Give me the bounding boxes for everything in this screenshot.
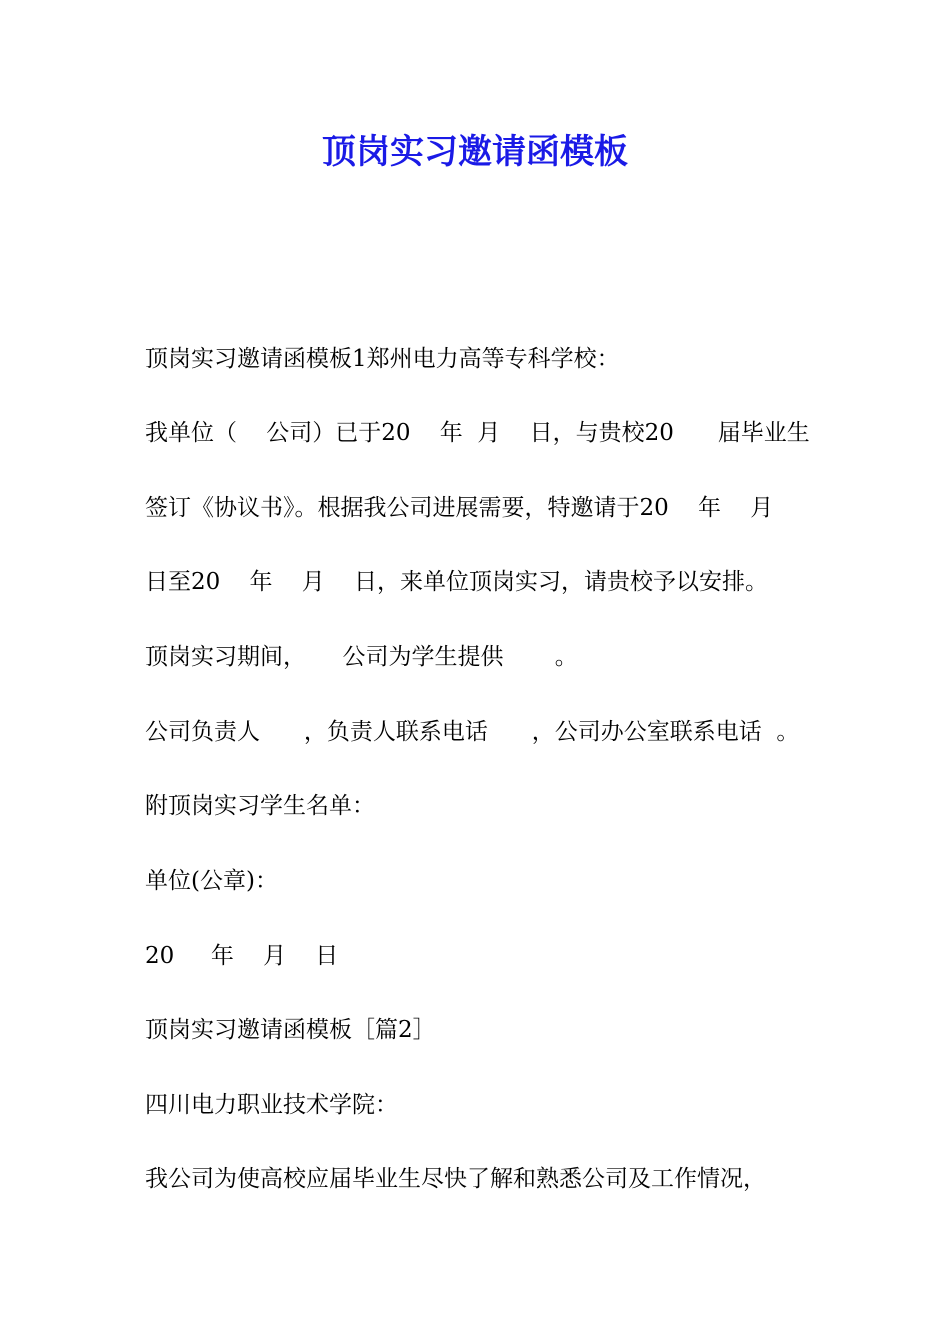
- section-heading: 顶岗实习邀请函模板［篇2］: [145, 1017, 436, 1043]
- paragraph-line: 附顶岗实习学生名单：: [145, 793, 375, 819]
- paragraph-line: 我单位（ 公司）已于20 年 月 日，与贵校20 届毕业生: [145, 420, 810, 446]
- paragraph-line: 20 年 月 日: [145, 943, 339, 969]
- paragraph-line: 四川电力职业技术学院：: [145, 1092, 398, 1118]
- paragraph-line: 签订《协议书》。根据我公司进展需要，特邀请于20 年 月: [145, 495, 774, 521]
- paragraph-line: 单位(公章)：: [145, 868, 278, 894]
- paragraph-line: 顶岗实习邀请函模板1郑州电力高等专科学校：: [145, 346, 620, 372]
- paragraph-line: 公司负责人 ，负责人联系电话 ，公司办公室联系电话 。: [145, 719, 800, 745]
- paragraph-line: 顶岗实习期间， 公司为学生提供 。: [145, 644, 578, 670]
- paragraph-line: 我公司为使高校应届毕业生尽快了解和熟悉公司及工作情况，: [145, 1166, 766, 1192]
- document-title: 顶岗实习邀请函模板: [322, 132, 628, 172]
- paragraph-line: 日至20 年 月 日，来单位顶岗实习，请贵校予以安排。: [145, 569, 768, 595]
